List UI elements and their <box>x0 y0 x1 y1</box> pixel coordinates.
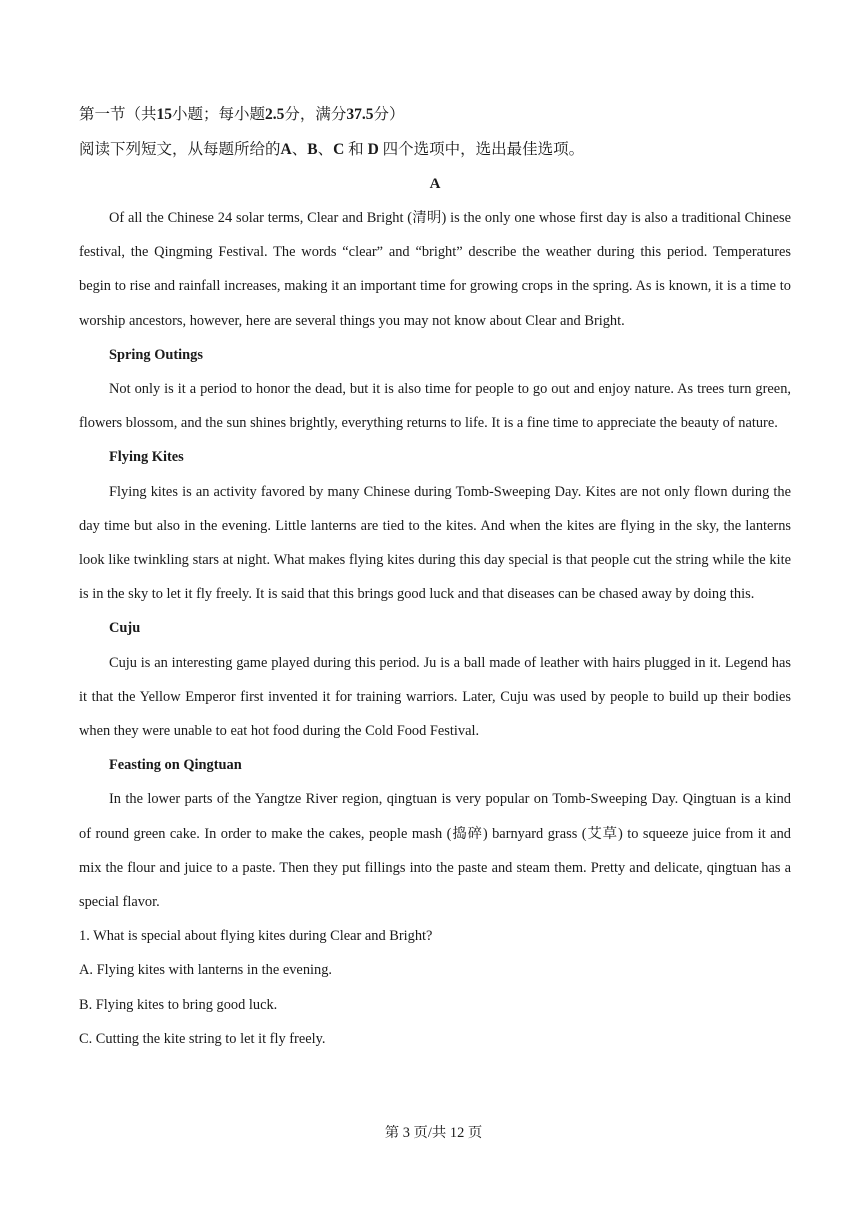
question-1-option-c: C. Cutting the kite string to let it fly freely. <box>79 1030 326 1047</box>
instruction-sep2: 、 <box>317 141 334 158</box>
question-1-stem: 1. What is special about flying kites during Clear and Bright? <box>79 928 433 945</box>
option-letter-c: C <box>333 141 345 158</box>
exam-page <box>79 97 791 1056</box>
page-footer: 第 3 页/共 12 页 <box>384 1125 483 1141</box>
section-title-mid2: 分，满分 <box>284 106 347 123</box>
instruction-part2: 四个选项中，选出最佳选项。 <box>378 141 585 158</box>
instruction-part1: 阅读下列短文，从每题所给的 <box>79 141 281 158</box>
section-text-qingtuan: In the lower parts of the Yangtze River region, qingtuan is very popular on Tomb-Sweeping Day. Qingtuan is a kind of round green cake. In order to make the cakes, people mash (捣碎) barnyard grass (艾草) to squeeze juice from it and mix the flour and juice to a paste. Then they put fillings into the paste and steam them. Pretty and delicate, qingtuan has a special flavor. <box>79 791 791 911</box>
option-letter-a: A <box>280 141 292 158</box>
total-points: 37.5 <box>346 106 374 123</box>
section-text-spring-outings: Not only is it a period to honor the dead, but it is also time for people to go out and enjoy nature. As trees turn green, flowers blossom, and the sun shines brightly, everything returns to life. It is a fine time to appreciate the beauty of nature. <box>79 381 791 432</box>
section-heading-flying-kites: Flying Kites <box>109 449 184 466</box>
section-title-suffix: 分） <box>373 106 405 123</box>
instruction-and: 和 <box>344 141 368 158</box>
option-letter-b: B <box>307 141 318 158</box>
section-title <box>79 97 791 132</box>
section-title-mid1: 小题；每小题 <box>172 106 266 123</box>
question-1-option-b: B. Flying kites to bring good luck. <box>79 996 278 1013</box>
section-title-prefix: 第一节（共 <box>79 106 157 123</box>
section-heading-spring-outings: Spring Outings <box>109 346 203 363</box>
section-text-cuju: Cuju is an interesting game played during this period. Ju is a ball made of leather with hairs plugged in it. Legend has it that the Yellow Emperor first invented it for training warriors. Later, Cuju was used by people to build up their bodies when they were unable to eat hot food during the Cold Food Festival. <box>79 654 791 740</box>
question-count: 15 <box>156 106 173 123</box>
instruction-sep1: 、 <box>291 141 308 158</box>
passage-intro: Of all the Chinese 24 solar terms, Clear and Bright (清明) is the only one whose first day is also a traditional Chinese festival, the Qingming Festival. The words “clear” and “bright” describe the weather during this period. Temperatures begin to rise and rainfall increases, making it an important time for growing crops in the spring. As is known, it is a time to worship ancestors, however, here are several things you may not know about Clear and Bright. <box>79 210 791 329</box>
instruction <box>79 132 791 167</box>
question-1-option-a: A. Flying kites with lanterns in the evening. <box>79 962 333 979</box>
passage-letter: A <box>429 176 441 192</box>
points-each: 2.5 <box>265 106 285 123</box>
section-text-flying-kites: Flying kites is an activity favored by many Chinese during Tomb-Sweeping Day. Kites are not only flown during the day time but also in the evening. Little lanterns are tied to the kites. And when the kites are flying in the sky, the lanterns look like twinkling stars at night. What makes flying kites during this day special is that people cut the string while the kite is in the sky to let it fly freely. It is said that this brings good luck and that diseases can be chased away by doing this. <box>79 483 791 603</box>
option-letter-d: D <box>367 141 379 158</box>
section-heading-cuju: Cuju <box>109 620 141 637</box>
section-heading-qingtuan: Feasting on Qingtuan <box>109 757 242 774</box>
